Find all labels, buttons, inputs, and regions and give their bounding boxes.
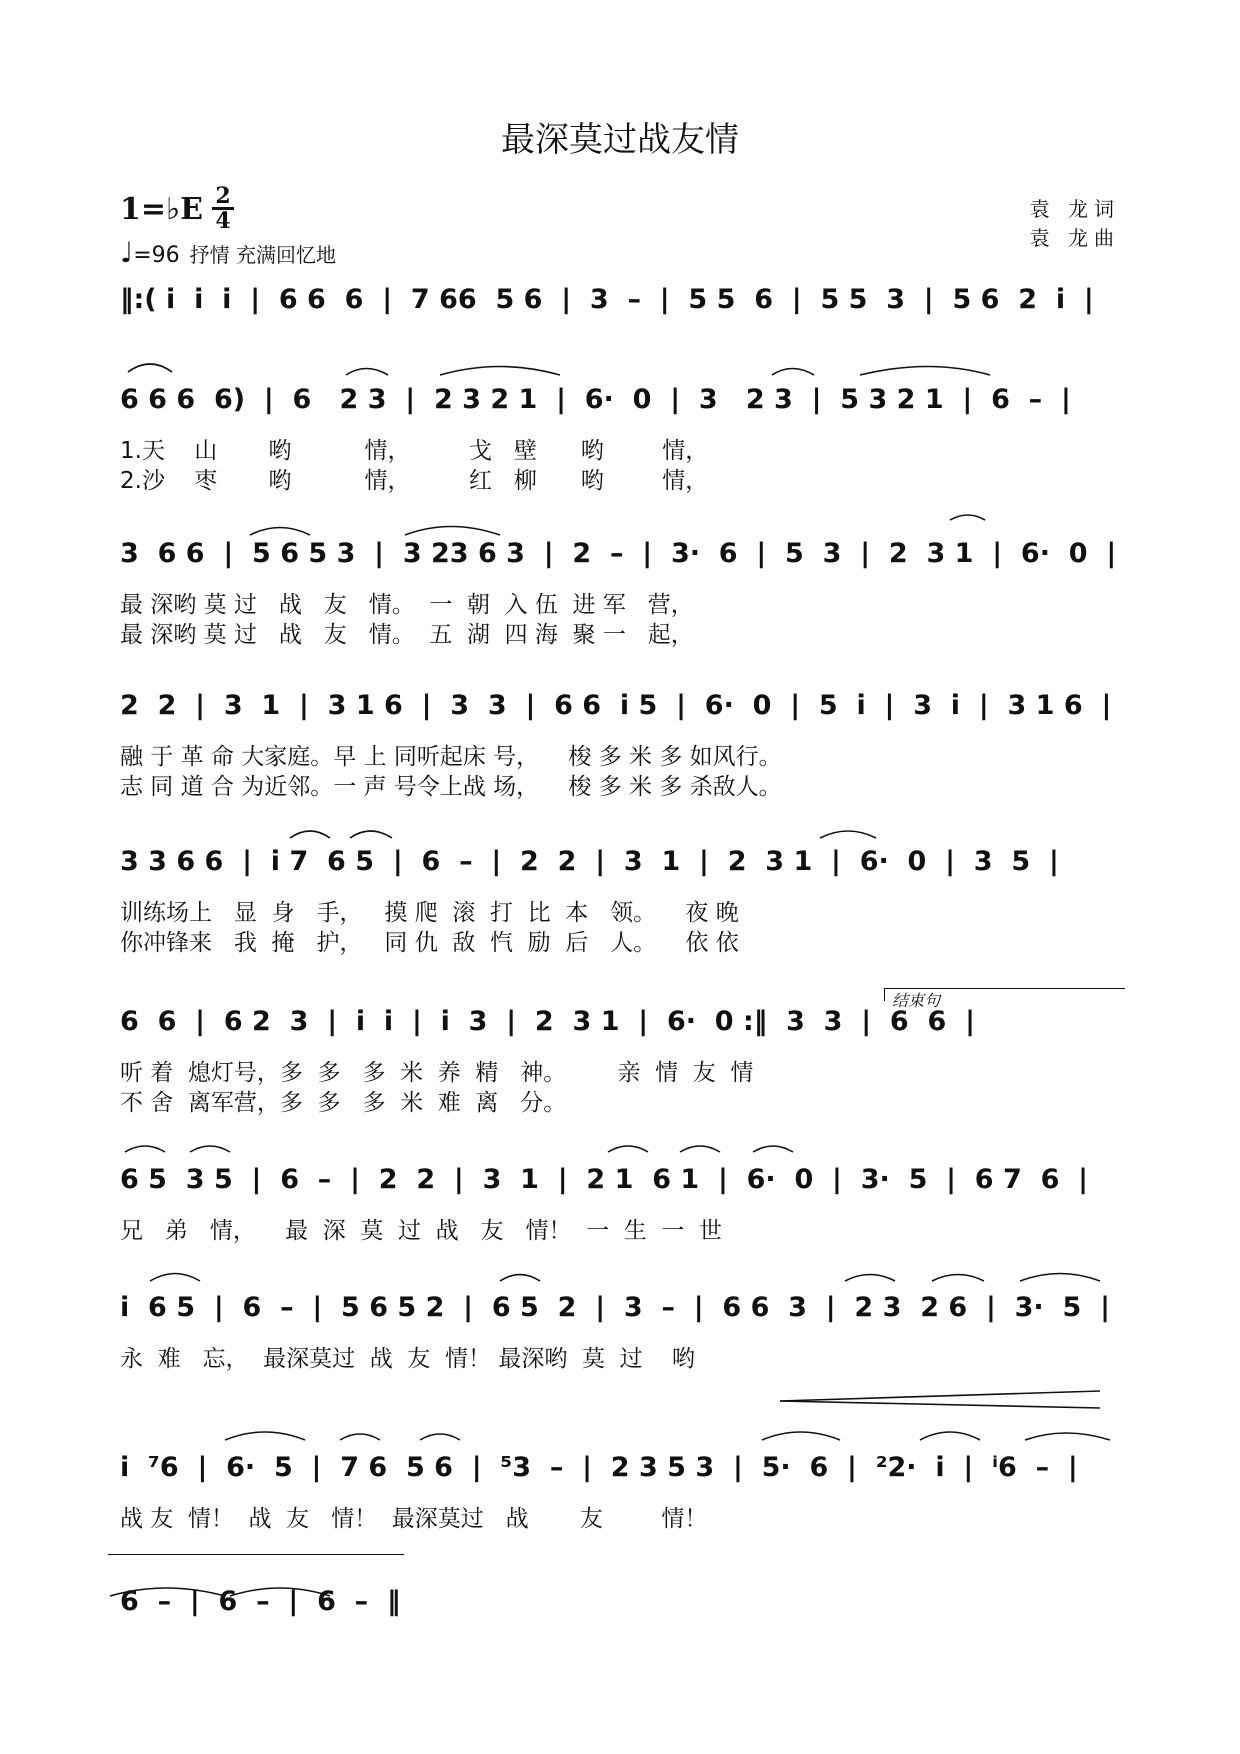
notation-line: i ⁷6 | 6· 5 | 7 6 5 6 | ⁵3 – | 2 3 5 3 | 5· 6 | ²2· i | ⁱ6 – |	[120, 1452, 1078, 1483]
notation-line: 3 3 6 6 | i 7 6 5 | 6 – | 2 2 | 3 1 | 2 3 1 | 6· 0 | 3 5 |	[120, 846, 1059, 877]
notation-line: 6 5 3 5 | 6 – | 2 2 | 3 1 | 2 1 6 1 | 6· 0 | 3· 5 | 6 7 6 |	[120, 1164, 1089, 1195]
composer-credit: 袁 龙曲	[1029, 226, 1120, 250]
lyric-line: 战 友 情！ 战 友 情！ 最深莫过 战 友 情！	[120, 1506, 708, 1532]
tempo-value: =96	[133, 243, 180, 268]
tempo-marking	[120, 236, 336, 269]
lyric-line: 兄 弟 情， 最 深 莫 过 战 友 情！ 一 生 一 世	[120, 1218, 722, 1244]
lyric-line: 不 舍 离军营，多 多 多 米 难 离 分。	[120, 1090, 567, 1116]
time-top: 2	[215, 183, 231, 209]
lyric-line: 志 同 道 合 为近邻。一 声 号令上战 场， 梭 多 米 多 杀敌人。	[120, 774, 782, 800]
time-bottom: 4	[215, 208, 231, 234]
quarter-note-icon: ♩	[120, 236, 134, 269]
lyric-line: 最 深哟 莫 过 战 友 情。 一 朝 入 伍 进 军 营，	[120, 592, 694, 618]
lyric-line: 永 难 忘， 最深莫过 战 友 情！ 最深哟 莫 过 哟	[120, 1346, 695, 1372]
notation-line: 2 2 | 3 1 | 3 1 6 | 3 3 | 6 6 i 5 | 6· 0 | 5 i | 3 i | 3 1 6 |	[120, 690, 1112, 721]
notation-line: 6 – | 6 – | 6 – ‖	[120, 1586, 401, 1617]
lyricist-credit: 袁 龙词	[1029, 197, 1120, 221]
lyric-line: 最 深哟 莫 过 战 友 情。 五 湖 四 海 聚 一 起，	[120, 622, 694, 648]
key-signature: 1=♭E	[120, 192, 204, 227]
lyric-line: 听 着 熄灯号，多 多 多 米 养 精 神。 亲 情 友 情	[120, 1060, 754, 1086]
expression-text: 抒情 充满回忆地	[189, 243, 337, 267]
lyric-line: 训练场上 显 身 手， 摸 爬 滚 打 比 本 领。 夜 晚	[120, 900, 739, 926]
notation-line: 6 6 6 6) | 6 2 3 | 2 3 2 1 | 6· 0 | 3 2 3 | 5 3 2 1 | 6 – |	[120, 384, 1071, 415]
song-title: 最深莫过战友情	[501, 120, 739, 160]
notation-line: 3 6 6 | 5 6 5 3 | 3 23 6 3 | 2 – | 3· 6 | 5 3 | 2 3 1 | 6· 0 |	[120, 538, 1117, 569]
ending-label: 结束句	[892, 991, 941, 1010]
lyric-line: 你冲锋来 我 掩 护， 同 仇 敌 忾 励 后 人。 依 依	[120, 930, 739, 956]
lyric-line: 融 于 革 命 大家庭。早 上 同听起床 号， 梭 多 米 多 如风行。	[120, 744, 782, 770]
lyric-line: 1.天 山 哟 情， 戈 壁 哟 情，	[120, 438, 709, 464]
notation-line: i 6 5 | 6 – | 5 6 5 2 | 6 5 2 | 3 – | 6 6 3 | 2 3 2 6 | 3· 5 |	[120, 1292, 1110, 1323]
notation-line: 6 6 | 6 2 3 | i i | i 3 | 2 3 1 | 6· 0 :‖ 3 3 | 6 6 |	[120, 1006, 975, 1037]
lyric-line: 2.沙 枣 哟 情， 红 柳 哟 情，	[120, 468, 709, 494]
final-bracket	[108, 1554, 404, 1567]
time-signature	[212, 183, 234, 234]
notation-line: ‖:( i i i | 6 6 6 | 7 66 5 6 | 3 – | 5 5 6 | 5 5 3 | 5 6 2 i |	[120, 284, 1094, 315]
